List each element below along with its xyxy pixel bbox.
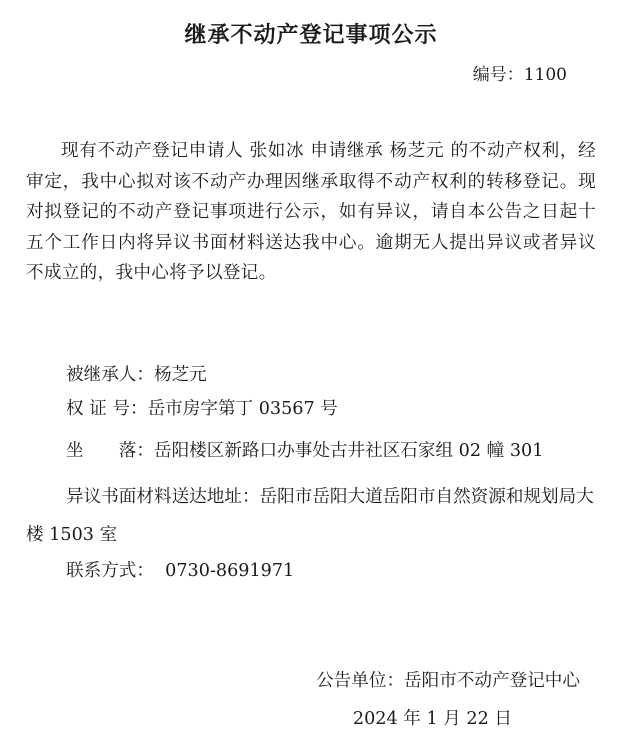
document-number: 编号：1100 [472,65,567,85]
certificate-value: 岳市房字第丁 03567 号 [147,399,338,419]
notice-body: 现有不动产登记申请人 张如冰 申请继承 杨芝元 的不动产权利，经审定，我中心拟对该不动产办理因继承取得不动产权利的转移登记。现对拟登记的不动产登记事项进行公示，如有异议，请自本公告之日起十五个工作日内将异议书面材料送达我中心。逾期无人提出异议或者异议不成立的，我中心将予以登记。 [26,141,596,283]
notice-title: 继承不动产登记事项公示 [184,23,438,48]
decedent-value: 杨芝元 [153,365,207,385]
location-label: 坐 落： [66,441,154,461]
decedent-field [66,360,207,390]
notice-date: 2024 年 1 月 22 日 [352,709,512,729]
location-value: 岳阳楼区新路口办事处古井社区石家组 02 幢 301 [153,441,544,461]
contact-label: 联系方式： [66,561,154,581]
location-field [66,436,543,466]
issuer-value: 岳阳市不动产登记中心 [404,671,580,691]
certificate-label: 权 证 号： [66,399,148,419]
objection-address-label: 异议书面材料送达地址： [66,487,260,507]
objection-address-value: 岳阳市岳阳大道岳阳市自然资源和规划局大楼 1503 室 [26,487,594,545]
decedent-label: 被继承人： [66,365,154,385]
contact-value: 0730-8691971 [165,561,295,581]
objection-address-field [26,478,596,554]
issuer-line [316,666,580,696]
issuer-label: 公告单位： [316,671,405,691]
certificate-field [66,394,338,424]
contact-field [66,556,294,586]
